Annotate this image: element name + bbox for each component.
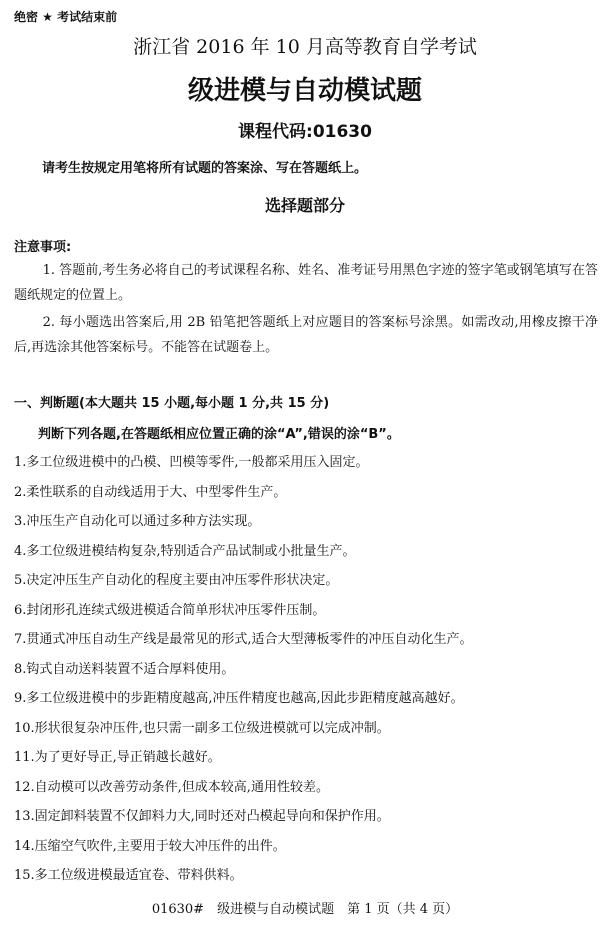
course-code: 课程代码:01630 xyxy=(238,122,372,142)
question-item: 3.冲压生产自动化可以通过多种方法实现。 xyxy=(14,514,261,529)
answer-instruction: 请考生按规定用笔将所有试题的答案涂、写在答题纸上。 xyxy=(42,161,368,176)
question-item: 12.自动模可以改善劳动条件,但成本较高,通用性较差。 xyxy=(14,779,329,795)
note-item: 2. 每小题选出答案后,用 2B 铅笔把答题纸上对应题目的答案标号涂黑。如需改动,用橡皮擦干净后,再选涂其他答案标号。不能答在试题卷上。 xyxy=(14,315,598,355)
note-item: 1. 答题前,考生务必将自己的考试课程名称、姓名、准考证号用黑色字迹的签字笔或钢笔填写在答题纸规定的位置上。 xyxy=(14,263,598,303)
question-item: 2.柔性联系的自动线适用于大、中型零件生产。 xyxy=(14,484,287,500)
section-title: 选择题部分 xyxy=(264,196,345,215)
question-item: 9.多工位级进模中的步距精度越高,冲压件精度也越高,因此步距精度越高越好。 xyxy=(14,691,464,706)
question-item: 4.多工位级进模结构复杂,特别适合产品试制或小批量生产。 xyxy=(14,543,356,559)
page-footer: 01630# 级进模与自动模试题 第 1 页（共 4 页） xyxy=(151,902,459,917)
question-item: 1.多工位级进模中的凸模、凹模等零件,一般都采用压入固定。 xyxy=(14,455,369,470)
question-item: 8.钩式自动送料装置不适合厚料使用。 xyxy=(14,661,235,677)
part-heading: 一、判断题(本大题共 15 小题,每小题 1 分,共 15 分) xyxy=(14,396,330,411)
question-item: 6.封闭形孔连续式级进模适合简单形状冲压零件压制。 xyxy=(14,602,326,618)
notes-heading: 注意事项: xyxy=(14,240,72,255)
question-item: 15.多工位级进模最适宜卷、带料供料。 xyxy=(14,868,243,883)
question-list xyxy=(14,448,473,891)
question-item: 11.为了更好导正,导正销越长越好。 xyxy=(14,750,221,765)
question-item: 13.固定卸料装置不仅卸料力大,同时还对凸模起导向和保护作用。 xyxy=(14,809,390,824)
subject-title: 级进模与自动模试题 xyxy=(187,76,422,106)
question-item: 7.贯通式冲压自动生产线是最常见的形式,适合大型薄板零件的冲压自动化生产。 xyxy=(14,632,473,647)
secret-mark: 绝密 ★ 考试结束前 xyxy=(14,10,118,24)
question-item: 14.压缩空气吹件,主要用于较大冲压件的出件。 xyxy=(14,838,286,854)
question-item: 5.决定冲压生产自动化的程度主要由冲压零件形状决定。 xyxy=(14,573,339,588)
question-item: 10.形状很复杂冲压件,也只需一副多工位级进模就可以完成冲制。 xyxy=(14,720,390,736)
exam-title: 浙江省 2016 年 10 月高等教育自学考试 xyxy=(133,36,477,58)
part-instruction: 判断下列各题,在答题纸相应位置正确的涂“A”,错误的涂“B”。 xyxy=(38,427,400,442)
